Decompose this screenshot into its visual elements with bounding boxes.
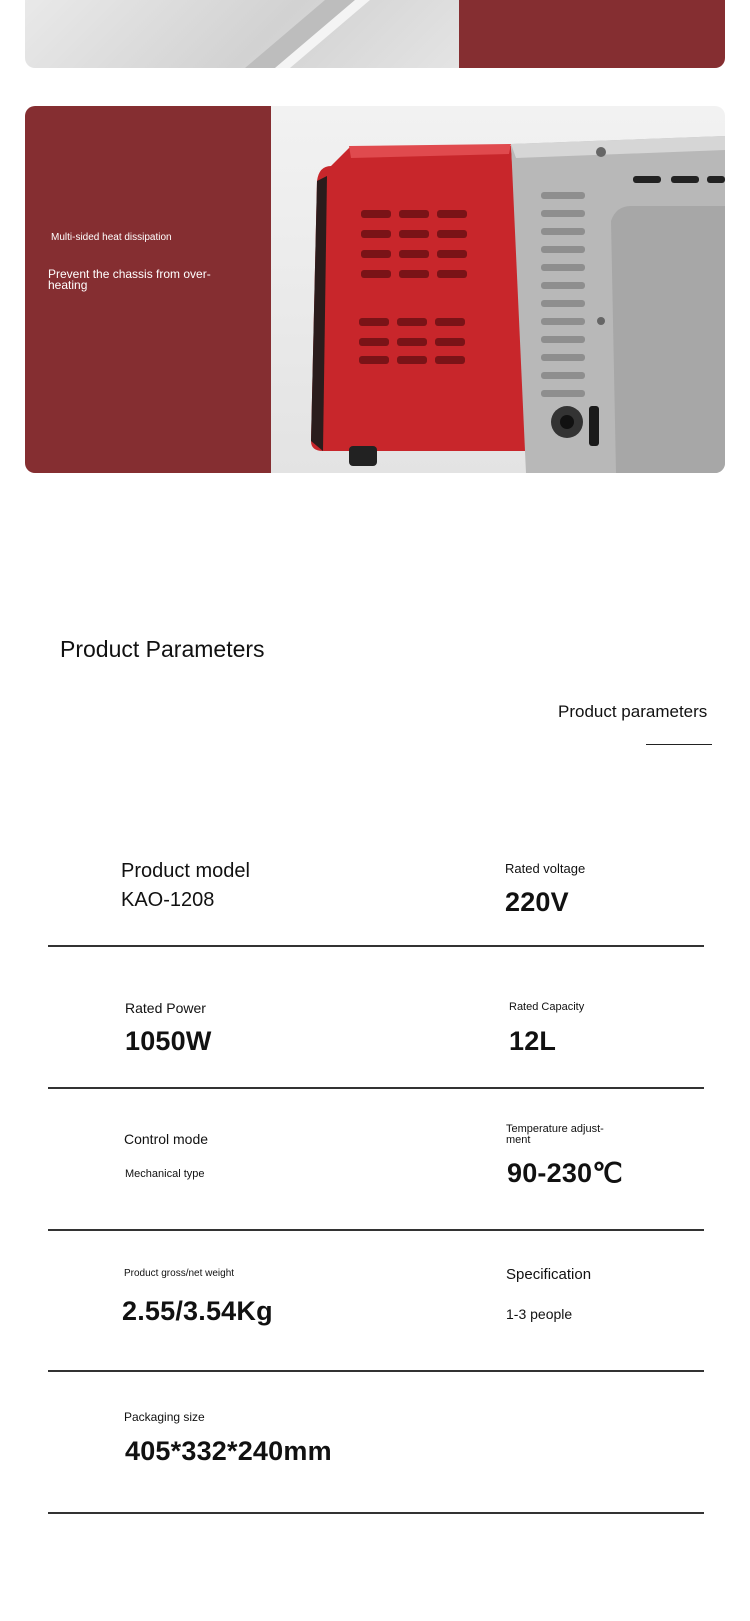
weight-value: 2.55/3.54Kg [122,1296,273,1326]
capacity-label: Rated Capacity [509,1001,585,1013]
row-divider [48,1370,704,1372]
packaging-value: 405*332*240mm [125,1436,332,1466]
power-value: 1050W [125,1026,212,1056]
top-feature-card [25,0,725,68]
voltage-value: 220V [505,887,569,917]
row-divider [48,1512,704,1514]
section-title: Product Parameters [60,636,265,662]
row-divider [48,1087,704,1089]
specification-value: 1-3 people [506,1306,573,1322]
model-value: KAO-1208 [121,889,215,911]
top-metal-image [25,0,459,68]
capacity-value: 12L [509,1026,557,1056]
subtitle-underline [646,744,712,745]
section-subtitle: Product parameters [558,702,708,721]
weight-label: Product gross/net weight [124,1268,235,1279]
row-divider [48,945,704,947]
power-label: Rated Power [125,1000,206,1016]
control-label: Control mode [124,1131,209,1147]
temperature-value: 90-230℃ [507,1158,623,1188]
voltage-label: Rated voltage [505,861,586,876]
feature-card [25,106,725,473]
specification-label: Specification [506,1266,592,1283]
oven-side-image [271,106,725,473]
packaging-label: Packaging size [124,1410,205,1424]
model-label: Product model [121,860,250,882]
control-value: Mechanical type [125,1168,205,1180]
top-red-panel [459,0,725,68]
feature-text-panel [25,106,271,473]
temperature-label: Temperature adjust-ment [506,1123,604,1146]
row-divider [48,1229,704,1231]
feature-description: Prevent the chassis from over-heating [48,267,211,292]
feature-subtitle: Multi-sided heat dissipation [51,232,172,243]
